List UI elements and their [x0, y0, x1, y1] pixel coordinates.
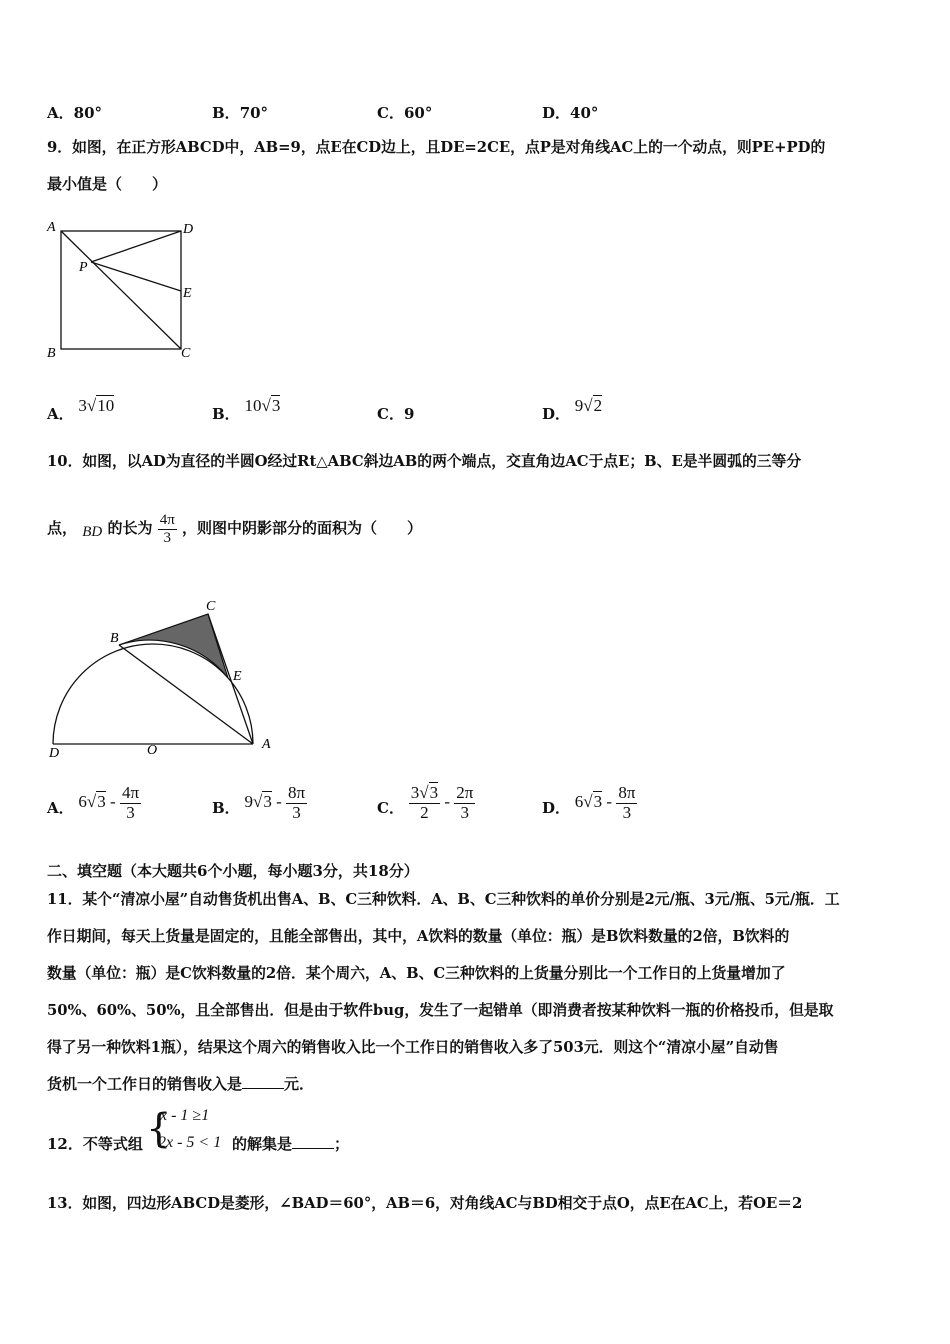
q10-stem-line1: 10．如图，以AD为直径的半圆O经过Rt△ABC斜边AB的两个端点，交直角边AC于点E；B、E是半圆弧的三等分 — [47, 453, 802, 470]
q10-label-d: D — [49, 746, 60, 761]
q11-line-5: 得了另一种饮料1瓶），结果这个周六的销售收入比一个工作日的销售收入多了503元．则这个“清凉小屋”自动售 — [47, 1039, 779, 1056]
q10-option-c: C． $\frac{3√3}{2}$ - $\frac{2\pi}{3}$ — [377, 783, 474, 822]
q10-label-e: E — [233, 669, 242, 684]
q9-label-p: P — [79, 260, 88, 275]
q11-line-1: 11．某个“清凉小屋”自动售货机出售A、B、C三种饮料．A、B、C三种饮料的单价分别是2元/瓶、3元/瓶、5元/瓶．工 — [47, 891, 840, 908]
q11-line-3: 数量（单位：瓶）是C饮料数量的2倍．某个周六，A、B、C三种饮料的上货量分别比一个工作日的上货量增加了 — [47, 965, 786, 982]
q9-label-b: B — [47, 346, 56, 361]
q11-line-6: 货机一个工作日的销售收入是 元． — [47, 1075, 315, 1093]
q9-option-a: A． 3√10 — [47, 396, 115, 423]
q10-segment-ac — [208, 614, 253, 744]
q9-square-figure — [40, 215, 210, 365]
q10-label-c: C — [206, 599, 216, 614]
q10-semicircle-figure — [40, 596, 290, 761]
q10-label-b: B — [110, 631, 119, 646]
q10-label-o: O — [147, 743, 158, 758]
q9-label-c: C — [181, 346, 191, 361]
q8-option-d: D．40° — [542, 104, 599, 122]
q9-stem-line1: 9．如图，在正方形ABCD中，AB=9，点E在CD边上，且DE=2CE，点P是对角线AC上的一个动点，则PE+PD的 — [47, 139, 826, 156]
q9-option-d: D． 9√2 — [542, 396, 603, 423]
q11-line-4: 50%、60%、50%，且全部售出．但是由于软件bug，发生了一起错单（即消费者按某种饮料一瓶的价格投币，但是取 — [47, 1002, 834, 1019]
q10-option-d: D． 6√3 - $\frac{8\pi}{3}$ — [542, 783, 636, 822]
q12-prefix: 12．不等式组 — [47, 1135, 143, 1153]
q12-ineq-2: 2x - 5 < 1 — [158, 1134, 222, 1151]
section-title-fill-in: 二、填空题（本大题共6个小题，每小题3分，共18分） — [47, 862, 419, 880]
q12-suffix: 的解集是 ； — [232, 1135, 350, 1153]
q10-option-b: B． 9√3 - $\frac{8\pi}{3}$ — [212, 783, 306, 822]
q12-left-brace: { — [146, 1106, 172, 1152]
q10-label-a: A — [262, 737, 271, 752]
q9-diagonal-ac — [61, 231, 181, 349]
q8-option-a: A．80° — [47, 104, 103, 122]
q10-segment-ab — [119, 645, 253, 744]
q13-stem-line1: 13．如图，四边形ABCD是菱形，∠BAD＝60°，AB＝6，对角线AC与BD相交于点O，点E在AC上，若OE＝2 — [47, 1195, 803, 1212]
q8-option-b: B．70° — [212, 104, 269, 122]
q10-option-a: A． 6√3 - $\frac{4\pi}{3}$ — [47, 783, 140, 822]
q8-option-c: C．60° — [377, 104, 433, 122]
q9-stem-line2: 最小值是（ ） — [47, 175, 168, 193]
q9-option-c: C．9 — [377, 405, 415, 423]
q9-segment-pe — [91, 262, 181, 291]
q12-answer-blank[interactable] — [292, 1134, 334, 1149]
q9-label-e: E — [183, 286, 192, 301]
q9-label-a: A — [47, 220, 56, 235]
q9-label-d: D — [183, 222, 194, 237]
q10-arc-bd: BD — [82, 524, 103, 540]
q9-segment-pd — [91, 231, 181, 262]
q9-option-b: B． 10√3 — [212, 396, 281, 423]
q10-arc-length-fraction: $\frac{4\pi}{3}$ — [159, 512, 175, 546]
q11-answer-blank[interactable] — [242, 1074, 284, 1089]
q11-line-2: 作日期间，每天上货量是固定的，且能全部售出，其中，A饮料的数量（单位：瓶）是B饮料数量的2倍，B饮料的 — [47, 928, 790, 945]
q12-ineq-1: x - 1 ≥1 — [160, 1107, 210, 1124]
q10-stem-line2: 点， BD 的长为 $\frac{4\pi}{3}$ ，则图中阴影部分的面积为（ ） — [47, 512, 423, 546]
